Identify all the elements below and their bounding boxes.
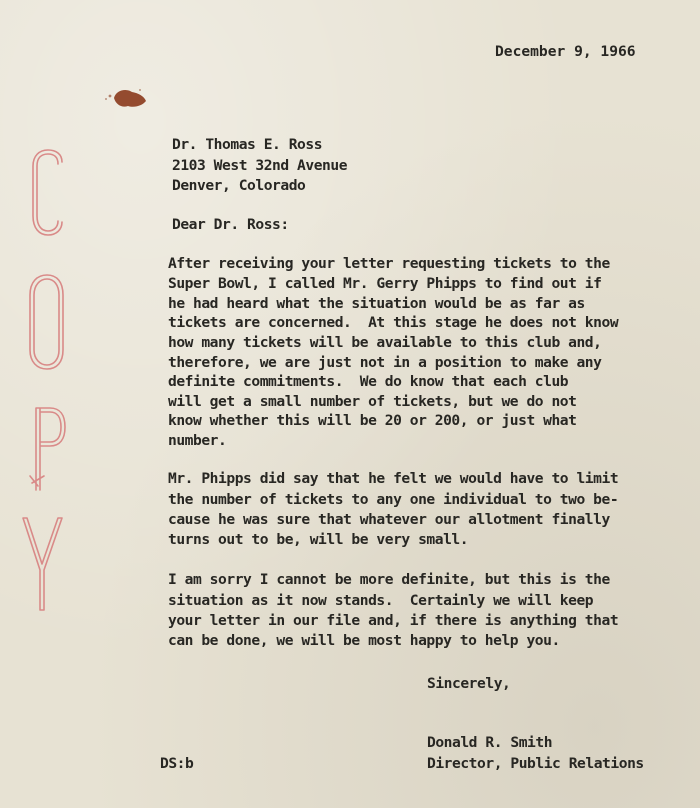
typist-initials: DS:b <box>160 755 194 772</box>
paragraph-line: therefore, we are just not in a position to make any <box>168 354 602 371</box>
paragraph-line: I am sorry I cannot be more definite, but this is the <box>168 571 610 588</box>
paragraph-line: can be done, we will be most happy to help you. <box>168 632 560 649</box>
salutation: Dear Dr. Ross: <box>172 216 289 233</box>
paragraph-line: will get a small number of tickets, but we do not <box>168 393 577 410</box>
paragraph-line: number. <box>168 432 227 449</box>
paragraph-line: tickets are concerned. At this stage he does not know <box>168 314 619 331</box>
paragraph-line: situation as it now stands. Certainly we will keep <box>168 592 594 609</box>
recipient-name: Dr. Thomas E. Ross <box>172 136 323 153</box>
paragraph-line: Mr. Phipps did say that he felt we would have to limit <box>168 470 619 487</box>
recipient-street: 2103 West 32nd Avenue <box>172 157 348 174</box>
paragraph-line: he had heard what the situation would be as far as <box>168 295 585 312</box>
signer-title: Director, Public Relations <box>427 755 644 772</box>
paragraph-line: your letter in our file and, if there is anything that <box>168 612 619 629</box>
copy-stamp-letter-p <box>30 408 65 490</box>
copy-stamp-letter-y <box>23 518 62 610</box>
paragraph-line: know whether this will be 20 or 200, or just what <box>168 412 577 429</box>
paragraph-line: the number of tickets to any one individual to two be- <box>168 491 619 508</box>
copy-stamp <box>18 140 80 620</box>
copy-stamp-letter-c <box>33 150 62 235</box>
recipient-city: Denver, Colorado <box>172 177 306 194</box>
paragraph-line: how many tickets will be available to this club and, <box>168 334 602 351</box>
paragraph-line: cause he was sure that whatever our allotment finally <box>168 511 610 528</box>
paragraph-line: After receiving your letter requesting tickets to the <box>168 255 610 272</box>
letter-date: December 9, 1966 <box>495 43 636 60</box>
paragraph-line: Super Bowl, I called Mr. Gerry Phipps to find out if <box>168 275 602 292</box>
closing: Sincerely, <box>427 675 511 692</box>
paragraph-line: definite commitments. We do know that each club <box>168 373 569 390</box>
copy-stamp-letter-o <box>30 275 63 369</box>
rust-stain <box>104 84 150 112</box>
paragraph-line: turns out to be, will be very small. <box>168 531 469 548</box>
signer-name: Donald R. Smith <box>427 734 553 751</box>
